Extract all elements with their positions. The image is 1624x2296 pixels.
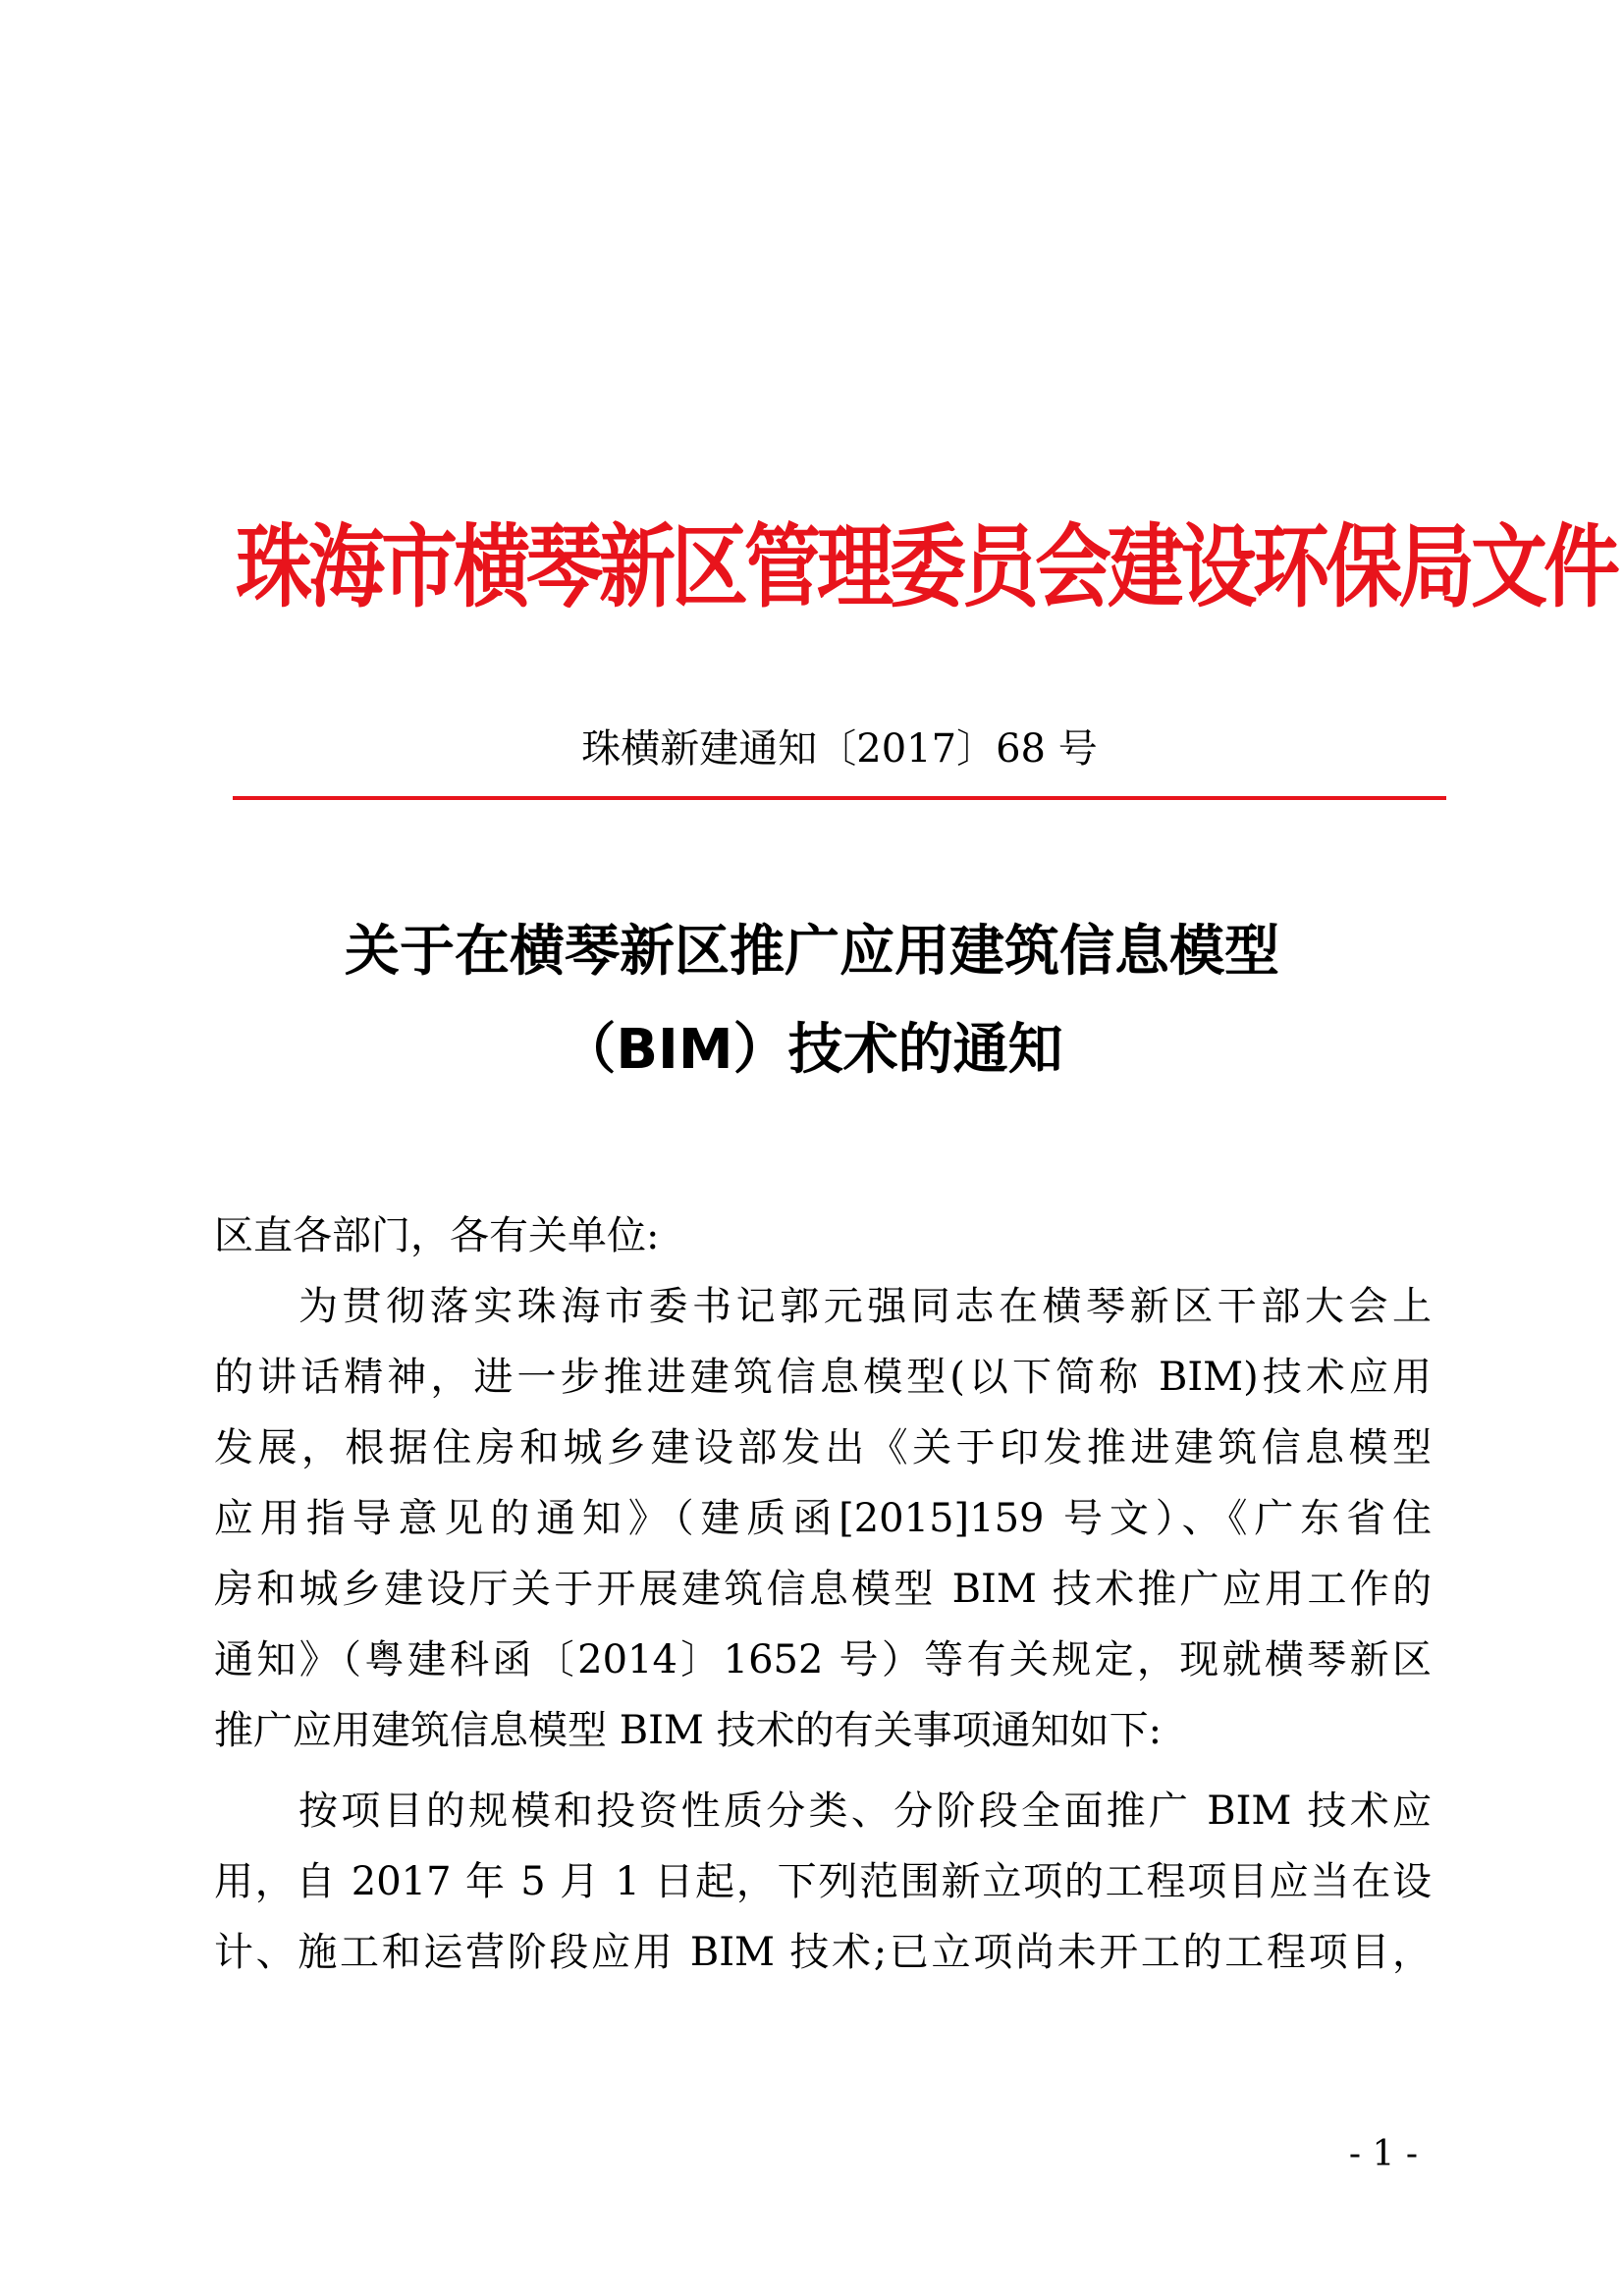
paragraph-1-line: 为贯彻落实珠海市委书记郭元强同志在横琴新区干部大会上 bbox=[298, 1284, 1432, 1329]
paragraph-gap bbox=[214, 1766, 1432, 1776]
paragraph-1-line: 应用指导意见的通知》（建质函[2015]159 号文）、《广东省住 bbox=[214, 1496, 1432, 1541]
salutation: 区直各部门，各有关单位: bbox=[214, 1213, 660, 1258]
page-number: - 1 - bbox=[1348, 2134, 1418, 2174]
paragraph-2-line: 计、施工和运营阶段应用 BIM 技术;已立项尚未开工的工程项目， bbox=[214, 1930, 1432, 1975]
paragraph-2-line: 用，自 2017 年 5 月 1 日起，下列范围新立项的工程项目应当在设 bbox=[214, 1859, 1432, 1904]
paragraph-1-line: 发展，根据住房和城乡建设部发出《关于印发推进建筑信息模型 bbox=[214, 1425, 1432, 1470]
notice-title-line-2: （BIM）技术的通知 bbox=[561, 1018, 1063, 1082]
paragraph-1-line: 的讲话精神，进一步推进建筑信息模型(以下简称 BIM)技术应用 bbox=[214, 1355, 1432, 1400]
document-number: 珠横新建通知〔2017〕68 号 bbox=[581, 726, 1098, 772]
issuer-masthead: 珠海市横琴新区管理委员会建设环保局文件 bbox=[236, 515, 1617, 621]
paragraph-1-line: 通知》（粤建科函〔2014〕1652 号）等有关规定，现就横琴新区 bbox=[214, 1637, 1432, 1682]
paragraph-1-line: 推广应用建筑信息模型 BIM 技术的有关事项通知如下: bbox=[214, 1708, 1163, 1753]
paragraph-2-line: 按项目的规模和投资性质分类、分阶段全面推广 BIM 技术应 bbox=[298, 1789, 1432, 1834]
red-divider-rule bbox=[233, 796, 1446, 800]
notice-title-line-1: 关于在横琴新区推广应用建筑信息模型 bbox=[345, 920, 1279, 984]
notice-title bbox=[196, 903, 1428, 1099]
notice-body bbox=[214, 1201, 1432, 1988]
paragraph-1-line: 房和城乡建设厅关于开展建筑信息模型 BIM 技术推广应用工作的 bbox=[214, 1567, 1432, 1612]
